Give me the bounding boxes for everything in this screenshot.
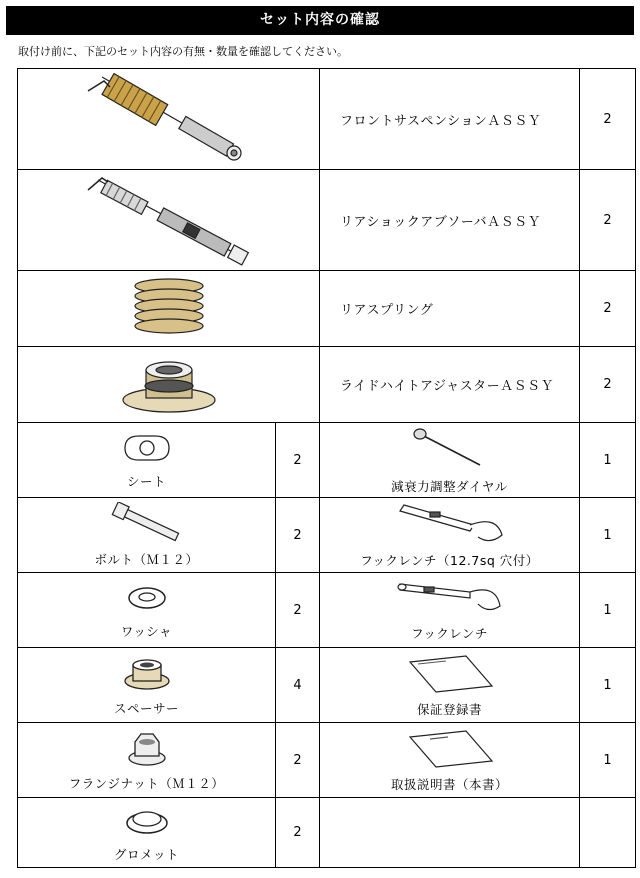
rear-spring-icon (119, 274, 219, 340)
table-row (18, 723, 636, 798)
manual-icon (400, 727, 500, 769)
item-name: リアショックアブソーバＡＳＳＹ (320, 170, 580, 271)
damping-dial-icon (400, 425, 500, 471)
empty-cell (320, 798, 580, 868)
ride-height-adjuster-icon (114, 350, 224, 416)
grommet-icon (117, 803, 177, 839)
bolt-icon (102, 502, 192, 544)
item-qty: 2 (580, 347, 636, 423)
item-qty: 2 (580, 69, 636, 170)
item-name: ライドハイトアジャスターＡＳＳＹ (320, 347, 580, 423)
item-qty: 2 (580, 170, 636, 271)
item-name: 保証登録書 (416, 702, 482, 717)
item-qty: 2 (580, 271, 636, 347)
item-name: フックレンチ（12.7sq 穴付） (360, 553, 539, 568)
item-qty: 2 (276, 423, 320, 498)
table-row (18, 69, 636, 170)
table-row (18, 423, 636, 498)
item-name: 減衰力調整ダイヤル (391, 479, 508, 494)
item-qty: 1 (580, 423, 636, 498)
item-name: ボルト（Ｍ１２） (94, 552, 199, 567)
warranty-card-icon (400, 652, 500, 694)
table-row (18, 798, 636, 868)
item-qty: 1 (580, 648, 636, 723)
item-name: ワッシャ (120, 624, 173, 639)
hook-wrench-hole-icon (390, 501, 510, 545)
item-name: フックレンチ (411, 626, 488, 641)
item-name: フロントサスペンションＡＳＳＹ (320, 69, 580, 170)
front-suspension-icon (84, 69, 254, 165)
table-row (18, 170, 636, 271)
seat-icon (117, 430, 177, 466)
table-row (18, 573, 636, 648)
table-row (18, 271, 636, 347)
empty-cell (580, 798, 636, 868)
washer-icon (117, 580, 177, 616)
item-name: リアスプリング (320, 271, 580, 347)
item-qty: 2 (276, 498, 320, 573)
table-row (18, 347, 636, 423)
rear-shock-icon (84, 170, 254, 266)
item-name: フランジナット（Ｍ１２） (68, 776, 225, 791)
item-name: スペーサー (113, 701, 179, 716)
flange-nut-icon (117, 728, 177, 768)
item-qty: 1 (580, 498, 636, 573)
intro-text: 取付け前に、下記のセット内容の有無・数量を確認してください。 (18, 45, 348, 58)
item-qty: 1 (580, 723, 636, 798)
item-qty: 4 (276, 648, 320, 723)
item-name: 取扱説明書（本書） (390, 777, 508, 792)
item-qty: 2 (276, 573, 320, 648)
section-banner: セット内容の確認 (6, 6, 634, 35)
item-qty: 1 (580, 573, 636, 648)
item-name: グロメット (113, 846, 179, 862)
contents-table (17, 68, 636, 868)
spacer-icon (117, 653, 177, 693)
table-row (18, 498, 636, 573)
item-name: シート (126, 474, 166, 489)
item-qty: 2 (276, 798, 320, 868)
table-row (18, 648, 636, 723)
item-qty: 2 (276, 723, 320, 798)
hook-wrench-icon (390, 578, 510, 618)
